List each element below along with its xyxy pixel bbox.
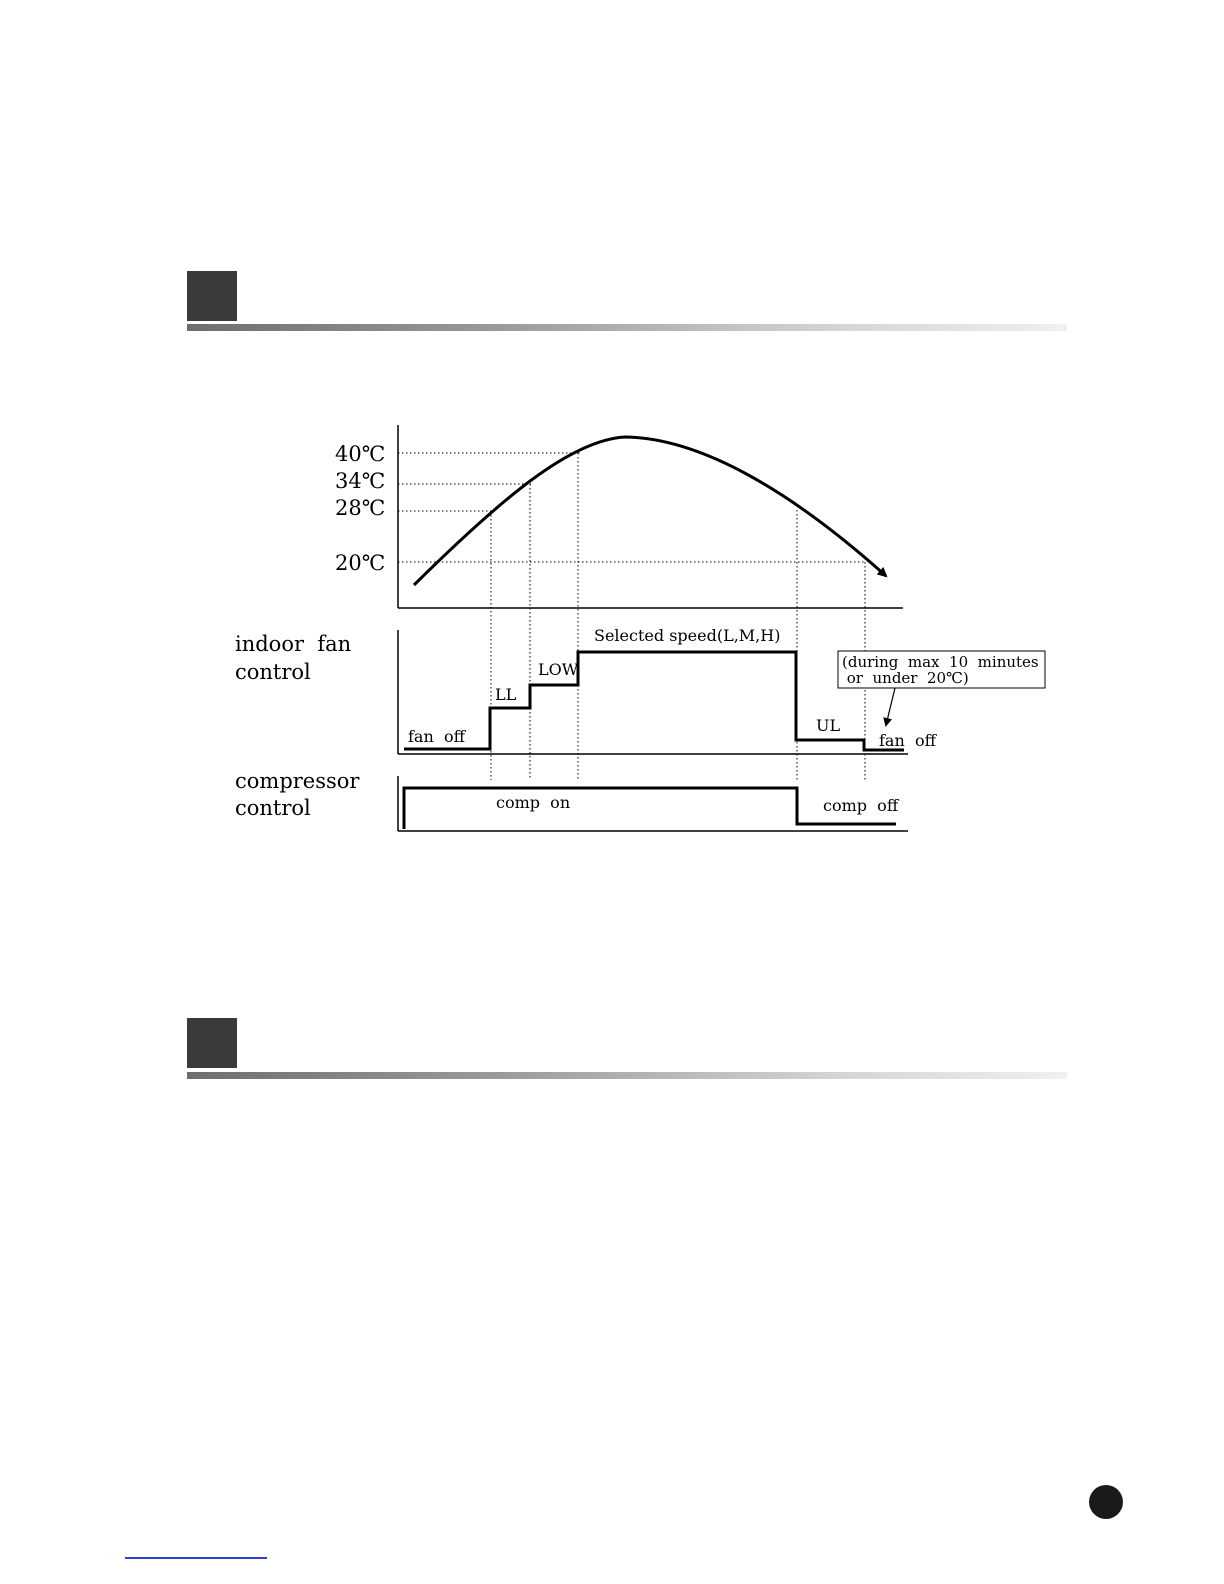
fan-ll-label: LL	[495, 685, 517, 704]
fan-speed-step-line	[404, 652, 904, 750]
compressor-label: compressor	[235, 769, 360, 793]
note-arrow	[886, 688, 895, 725]
fan-ul-label: UL	[816, 716, 841, 735]
fan-off-start-label: fan off	[408, 727, 465, 746]
footer-link-underline[interactable]	[125, 1557, 267, 1559]
temp-label-28: 28℃	[335, 496, 386, 520]
section-divider-2	[187, 1072, 1067, 1079]
section-marker-2	[187, 1018, 237, 1068]
temp-label-20: 20℃	[335, 551, 386, 575]
comp-off-label: comp off	[823, 796, 899, 815]
note-line-1: (during max 10 minutes	[842, 653, 1039, 671]
fan-low-label: LOW	[538, 660, 579, 679]
comp-on-label: comp on	[496, 793, 571, 812]
page-number-dot	[1089, 1485, 1123, 1519]
fan-selected-speed-label: Selected speed(L,M,H)	[594, 626, 781, 645]
compressor-label-2: control	[235, 796, 311, 820]
temp-label-34: 34℃	[335, 469, 386, 493]
note-line-2: or under 20℃)	[842, 669, 969, 687]
indoor-fan-label: indoor fan	[235, 632, 352, 656]
temperature-curve	[414, 437, 886, 585]
fan-off-end-label: fan off	[879, 731, 936, 750]
temp-label-40: 40℃	[335, 442, 386, 466]
indoor-fan-label-2: control	[235, 660, 311, 684]
